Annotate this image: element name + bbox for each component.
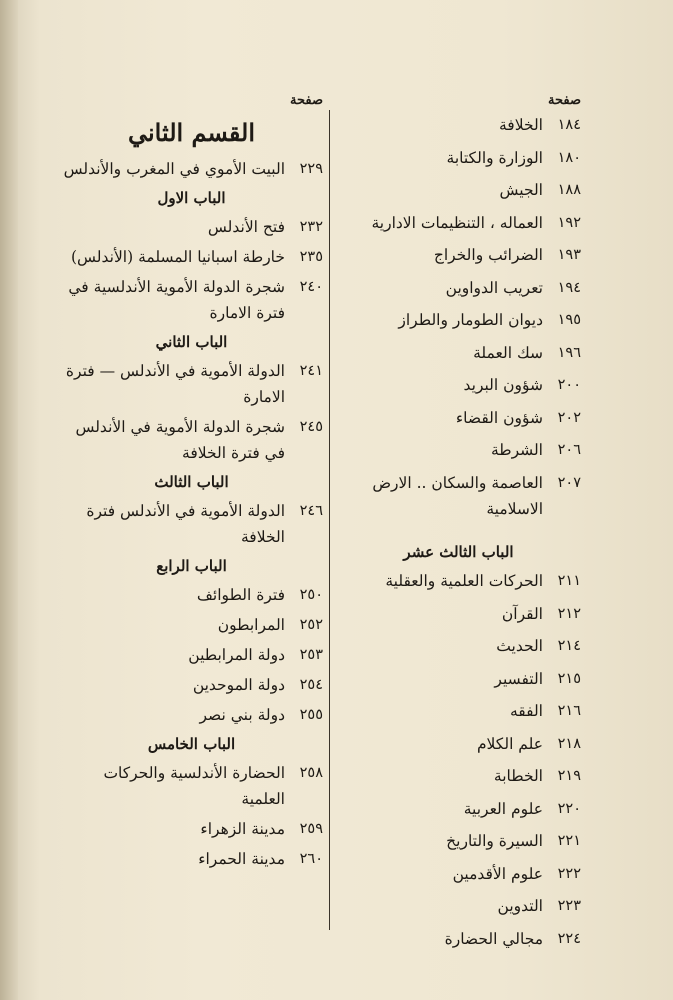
toc-page-number: ٢١٤ (557, 638, 581, 654)
toc-page-number: ٢١٩ (557, 768, 581, 784)
toc-list-chapter3 (60, 498, 323, 550)
toc-page-number: ٢٥٣ (299, 647, 323, 663)
toc-page-number: ١٩٤ (557, 279, 581, 296)
toc-entry (336, 470, 581, 522)
toc-page-number: ٢٤١ (299, 363, 323, 379)
toc-entry-title: شجرة الدولة الأموية في الأندلس في فترة الخلافة (75, 418, 285, 462)
toc-right-column (336, 90, 581, 958)
toc-entry-title: دولة الموحدين (192, 676, 285, 694)
toc-page-number: ٢٥٠ (299, 587, 323, 603)
toc-page-number: ٢٥٨ (299, 765, 323, 781)
toc-entry (60, 244, 323, 270)
toc-list-bottom (336, 568, 581, 952)
chapter-heading: الباب الثالث (154, 473, 229, 491)
toc-page-number: ٢٥٩ (299, 821, 323, 837)
toc-entry-title: فترة الطوائف (196, 586, 285, 604)
toc-page-number: ٢٥٥ (299, 707, 323, 723)
toc-page-number: ٢٠٠ (557, 377, 581, 393)
toc-entry-title: الوزارة والكتابة (446, 148, 543, 167)
toc-entry (60, 760, 323, 812)
toc-page-number: ٢٢٤ (557, 930, 581, 947)
toc-entry-title: السيرة والتاريخ (446, 832, 543, 850)
toc-list-chapter5 (60, 760, 323, 872)
toc-entry (336, 242, 581, 268)
page-label: صفحة (290, 93, 323, 108)
toc-page-number: ٢٢٣ (557, 898, 581, 914)
toc-entry-title: سك العملة (473, 343, 543, 362)
toc-page-number: ٢٣٥ (299, 249, 323, 265)
toc-entry (336, 893, 581, 919)
toc-entry (336, 926, 581, 952)
toc-page-number: ٢٤٠ (299, 279, 323, 295)
toc-page-number: ١٨٨ (557, 182, 581, 198)
toc-entry (336, 568, 581, 594)
toc-list-chapter2 (60, 358, 323, 466)
toc-entry-title: القرآن (501, 604, 543, 623)
toc-entry-title: شجرة الدولة الأموية الأندلسية في فترة الامارة (68, 278, 285, 322)
toc-entry (336, 437, 581, 463)
toc-page-number: ١٨٠ (557, 149, 581, 166)
toc-entry-title: العاصمة والسكان .. الارض الاسلامية (372, 473, 543, 518)
toc-entry-title: البيت الأموي في المغرب والأندلس (63, 160, 285, 178)
toc-entry (60, 642, 323, 668)
toc-entry-title: الشرطة (490, 441, 543, 459)
toc-entry-title: الحضارة الأندلسية والحركات العلمية (103, 764, 285, 808)
toc-page-number: ٢١١ (557, 573, 581, 589)
toc-page-number: ٢٢٠ (557, 800, 581, 817)
toc-entry-title: خارطة اسبانيا المسلمة (الأندلس) (70, 248, 285, 266)
toc-page-number: ٢٥٢ (299, 617, 323, 633)
toc-page-number: ٢١٦ (557, 703, 581, 719)
book-spine-shadow (0, 0, 18, 1000)
toc-page-number: ١٩٦ (557, 344, 581, 361)
toc-entry-title: علوم العربية (463, 799, 543, 818)
toc-page-number: ٢٤٥ (299, 419, 323, 435)
toc-entry (60, 274, 323, 326)
toc-entry-title: الخطابة (493, 767, 543, 785)
toc-entry-title: الخلافة (498, 116, 543, 134)
toc-entry-title: الفقه (509, 702, 543, 720)
toc-entry (60, 414, 323, 466)
toc-entry-title: ديوان الطومار والطراز (398, 311, 543, 329)
toc-page-number: ١٩٣ (557, 247, 581, 263)
toc-left-column (60, 90, 323, 876)
toc-entry-title: المرابطون (217, 616, 285, 634)
toc-entry-title: مجالي الحضارة (444, 929, 543, 948)
toc-entry (60, 498, 323, 550)
toc-entry (336, 666, 581, 692)
chapter-heading: الباب الخامس (147, 735, 236, 753)
toc-entry-title: التفسير (494, 669, 543, 688)
chapter-heading: الباب الاول (157, 189, 226, 207)
toc-entry (60, 214, 323, 240)
toc-entry (60, 358, 323, 410)
toc-entry (60, 672, 323, 698)
toc-entry-title: الجيش (499, 181, 543, 199)
toc-entry (336, 210, 581, 236)
toc-entry-title: شؤون القضاء (455, 408, 543, 427)
toc-list-top (336, 112, 581, 522)
chapter-heading: الباب الثاني (155, 333, 228, 351)
toc-entry (336, 177, 581, 203)
toc-entry (336, 405, 581, 431)
toc-page-number: ٢٣٢ (299, 219, 323, 235)
toc-entry (60, 816, 323, 842)
toc-list-chapter1 (60, 214, 323, 326)
toc-entry (336, 763, 581, 789)
toc-entry-title: مدينة الحمراء (198, 850, 285, 868)
toc-entry-title: التدوين (497, 897, 543, 915)
toc-page-number: ٢٥٤ (299, 677, 323, 693)
toc-page-number: ٢٠٦ (557, 442, 581, 458)
toc-page-number: ٢٠٢ (557, 409, 581, 426)
toc-entry (60, 702, 323, 728)
toc-entry-title: تعريب الدواوين (445, 278, 543, 297)
toc-entry (336, 828, 581, 854)
toc-entry-title: دولة بني نصر (199, 706, 285, 724)
toc-entry-title: الحديث (496, 637, 543, 655)
toc-entry (60, 846, 323, 872)
toc-page-number: ١٩٢ (557, 214, 581, 231)
toc-page-number: ٢٢٩ (299, 161, 323, 177)
toc-entry-title: الدولة الأموية في الأندلس فترة الخلافة (86, 502, 285, 546)
toc-entry (60, 156, 323, 182)
toc-entry (336, 861, 581, 887)
column-divider (329, 110, 330, 930)
toc-entry (336, 340, 581, 366)
toc-entry-title: الضرائب والخراج (433, 246, 543, 264)
toc-entry (60, 612, 323, 638)
toc-page-number: ٢٤٦ (299, 503, 323, 519)
chapter-heading: الباب الثالث عشر (403, 543, 514, 561)
toc-entry-title: علم الكلام (476, 734, 543, 753)
toc-page-number: ١٨٤ (557, 117, 581, 133)
toc-entry (336, 731, 581, 757)
toc-page-number: ٢٠٧ (557, 474, 581, 491)
toc-page-number: ٢١٢ (557, 605, 581, 622)
toc-entry (336, 601, 581, 627)
toc-entry (60, 582, 323, 608)
toc-entry-title: الدولة الأموية في الأندلس — فترة الامارة (65, 362, 285, 406)
toc-entry-title: شؤون البريد (463, 376, 543, 394)
toc-entry (336, 698, 581, 724)
toc-page-number: ٢٢٢ (557, 865, 581, 882)
chapter-heading: الباب الرابع (156, 557, 227, 575)
toc-entry-title: فتح الأندلس (207, 218, 285, 236)
toc-entry (336, 633, 581, 659)
part-heading: القسم الثاني (127, 118, 256, 147)
toc-list-chapter4 (60, 582, 323, 728)
page-label: صفحة (548, 93, 581, 108)
toc-entry-title: علوم الأقدمين (452, 864, 543, 883)
toc-entry-title: العماله ، التنظيمات الادارية (371, 213, 543, 232)
toc-entry (336, 112, 581, 138)
toc-entry (336, 275, 581, 301)
toc-entry-title: الحركات العلمية والعقلية (385, 572, 543, 590)
toc-page-number: ١٩٥ (557, 312, 581, 328)
toc-entry-title: دولة المرابطين (188, 646, 285, 664)
toc-entry (336, 145, 581, 171)
toc-entry-title: مدينة الزهراء (200, 820, 285, 838)
toc-entry (336, 372, 581, 398)
toc-page-number: ٢٢١ (557, 833, 581, 849)
toc-entry (336, 307, 581, 333)
toc-page-number: ٢٦٠ (299, 851, 323, 867)
toc-entry (336, 796, 581, 822)
toc-page-number: ٢١٥ (557, 670, 581, 687)
toc-page-number: ٢١٨ (557, 735, 581, 752)
